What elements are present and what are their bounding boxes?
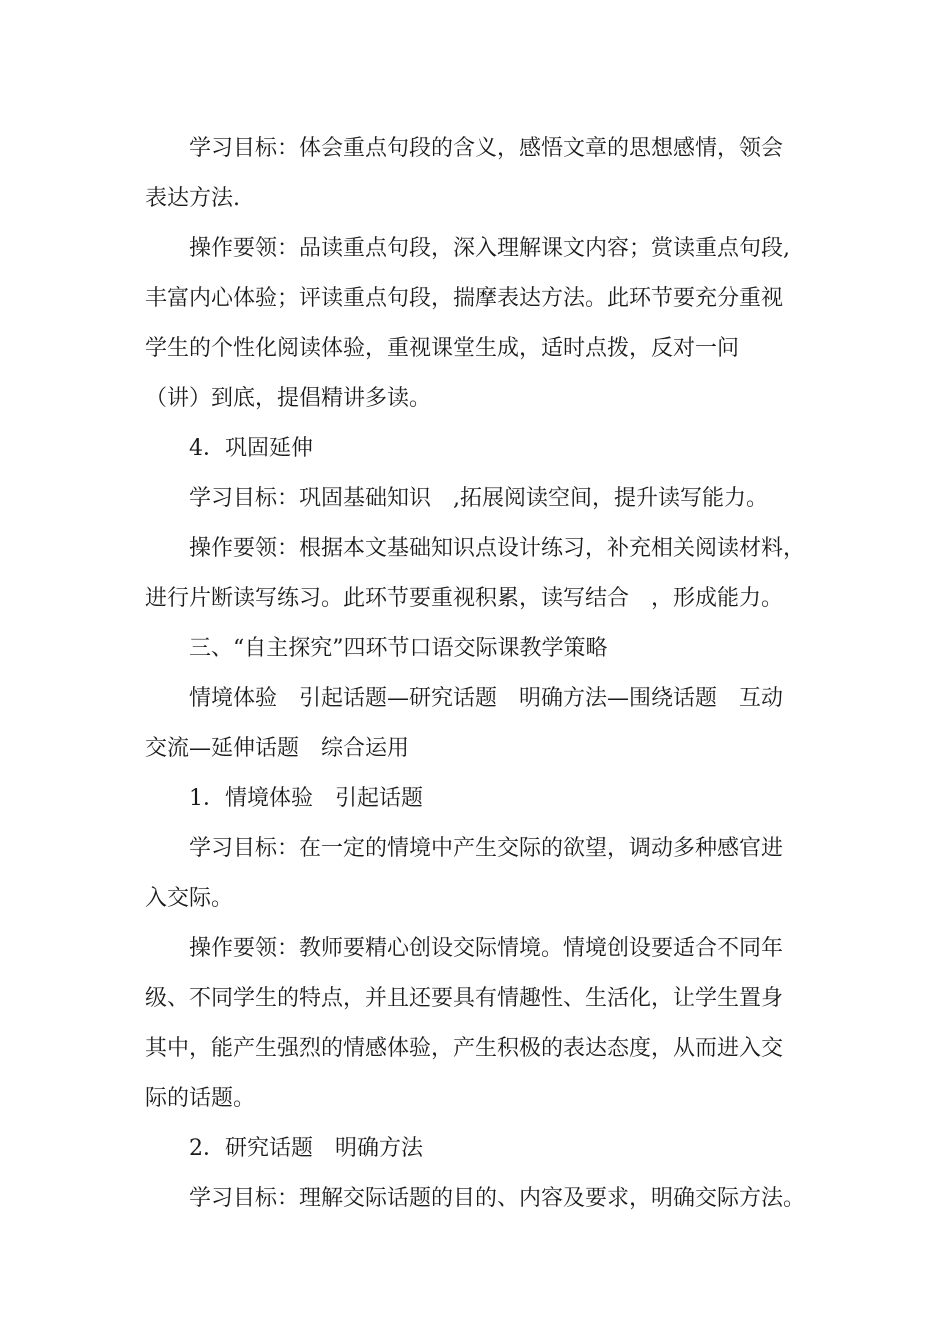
paragraph-line: 情境体验 引起话题—研究话题 明确方法—围绕话题 互动 — [189, 686, 784, 711]
paragraph-line: 际的话题。 — [145, 1086, 256, 1111]
paragraph-line: 丰富内心体验；评读重点句段，揣摩表达方法。此环节要充分重视 — [145, 286, 784, 311]
paragraph-line: 表达方法. — [145, 186, 240, 211]
paragraph-line: （讲）到底，提倡精讲多读。 — [145, 386, 432, 411]
section-heading: 4．巩固延伸 — [189, 436, 313, 461]
document-body — [145, 124, 825, 1224]
paragraph-line: 学习目标：体会重点句段的含义，感悟文章的思想感情，领会 — [189, 136, 784, 161]
paragraph-line: 操作要领：根据本文基础知识点设计练习，补充相关阅读材料， — [189, 536, 806, 561]
section-heading: 2．研究话题 明确方法 — [189, 1136, 423, 1161]
paragraph-line: 学生的个性化阅读体验，重视课堂生成，适时点拨，反对一问 — [145, 336, 740, 361]
paragraph-line: 级、不同学生的特点，并且还要具有情趣性、生活化，让学生置身 — [145, 986, 784, 1011]
paragraph-line: 操作要领：教师要精心创设交际情境。情境创设要适合不同年 — [189, 936, 784, 961]
paragraph-line: 交流—延伸话题 综合运用 — [145, 736, 410, 761]
paragraph-line: 入交际。 — [145, 886, 234, 911]
paragraph-line: 操作要领：品读重点句段，深入理解课文内容；赏读重点句段, — [189, 236, 790, 261]
section-heading: 1．情境体验 引起话题 — [189, 786, 423, 811]
section-heading: 三、“自主探究”四环节口语交际课教学策略 — [189, 636, 608, 661]
paragraph-line: 学习目标：在一定的情境中产生交际的欲望，调动多种感官进 — [189, 836, 784, 861]
paragraph-line: 学习目标：理解交际话题的目的、内容及要求，明确交际方法。 — [189, 1186, 806, 1211]
paragraph-line: 进行片断读写练习。此环节要重视积累，读写结合 ，形成能力。 — [145, 586, 784, 611]
paragraph-line: 其中，能产生强烈的情感体验，产生积极的表达态度，从而进入交 — [145, 1036, 784, 1061]
paragraph-line: 学习目标：巩固基础知识 ,拓展阅读空间，提升读写能力。 — [189, 486, 768, 511]
